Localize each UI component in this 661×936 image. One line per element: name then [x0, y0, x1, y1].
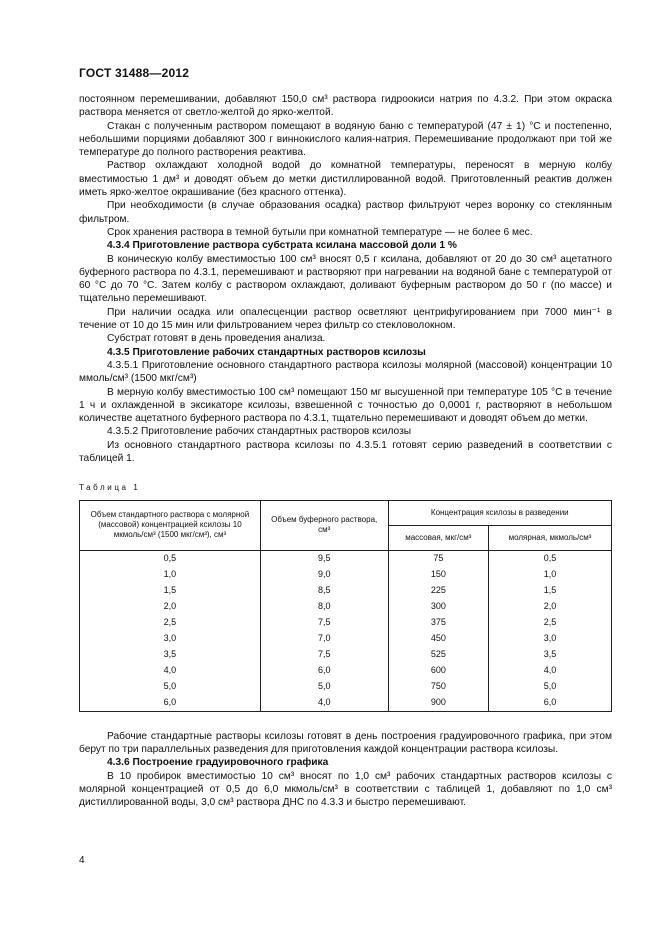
paragraph: При наличии осадка или опалесценции раствор осветляют центрифугированием при 7000 мин⁻¹ в течение от 10 до 15 мин или фильтрованием через фильтр со стекловолокном.: [79, 306, 612, 332]
table-row: [80, 647, 612, 663]
section-heading: 4.3.5 Приготовление рабочих стандартных растворов ксилозы: [107, 346, 426, 358]
table-cell: 7,5: [260, 647, 388, 663]
paragraph: Срок хранения раствора в темной бутыли при комнатной температуре — не более 6 мес.: [107, 226, 533, 238]
page-number: 4: [79, 855, 85, 866]
table-cell: 7,5: [260, 615, 388, 631]
paragraphs-top: [79, 93, 612, 465]
paragraph: В 10 пробирок вместимостью 10 см³ вносят по 1,0 см³ рабочих стандартных растворов ксилозы с молярной концентрацией от 0,5 до 6,0 мкмоль/см³ в соответствии с таблицей 1, добавляют по 1,0 см³ дистиллированной воды, 3,0 см³ раствора ДНС по 4.3.3 и быстро перемешивают.: [79, 770, 612, 809]
table-cell: 375: [388, 615, 489, 631]
paragraph: При необходимости (в случае образования осадка) раствор фильтруют через воронку со стеклянным фильтром.: [79, 200, 612, 225]
table-caption: Таблица 1: [79, 483, 141, 493]
table-cell: 600: [388, 663, 489, 679]
table-cell: 5,0: [489, 679, 612, 695]
table-cell: 1,5: [80, 583, 261, 599]
section-heading: 4.3.6 Построение градуировочного графика: [107, 757, 329, 769]
paragraph: 4.3.5.1 Приготовление основного стандартного раствора ксилозы молярной (массовой) концентрации 10 ммоль/см³ (1500 мкг/см³): [79, 359, 612, 385]
table-cell: 1,0: [80, 567, 261, 583]
table-cell: 9,0: [260, 567, 388, 583]
table-body: [80, 550, 612, 711]
table-cell: 0,5: [489, 550, 612, 567]
col-standard-volume-header: Объем стандартного раствора с молярной (массовой) концентрацией ксилозы 10 мкмоль/см³ (1500 мкг/см³), см³: [80, 500, 261, 550]
col-mass-concentration-header: массовая, мкг/см³: [388, 525, 489, 550]
table-row: [80, 679, 612, 695]
table-row: [80, 615, 612, 631]
table-row: [80, 567, 612, 583]
paragraph: Из основного стандартного раствора ксилозы по 4.3.5.1 готовят серию разведений в соответствии с таблицей 1.: [79, 439, 612, 465]
table-row: [80, 663, 612, 679]
table-cell: 6,0: [260, 663, 388, 679]
table-cell: 750: [388, 679, 489, 695]
table-cell: 4,0: [80, 663, 261, 679]
table-row: [80, 599, 612, 615]
table-cell: 6,0: [489, 695, 612, 712]
table-cell: 1,0: [489, 567, 612, 583]
document-header: ГОСТ 31488—2012: [79, 66, 190, 80]
paragraph: В мерную колбу вместимостью 100 см³ помещают 150 мг высушенной при температуре 105 °С в течение 1 ч и охлажденной в эксикаторе ксилозы, взвешенной с точностью до 0,0001 г, растворяют в небольшом количестве ацетатного буферного раствора по 4.3.1, тщательно перемешивают и доводят объем до метки.: [79, 386, 612, 425]
col-molar-concentration-header: молярная, мкмоль/см³: [489, 525, 612, 550]
section-heading: 4.3.4 Приготовление раствора субстрата ксилана массовой доли 1 %: [107, 240, 457, 252]
table-cell: 75: [388, 550, 489, 567]
paragraph: постоянном перемешивании, добавляют 150,0 см³ раствора гидроокиси натрия по 4.3.2. При этом окраска раствора меняется от светло-желтой до ярко-желтой.: [79, 94, 612, 119]
document-body: [79, 93, 612, 809]
paragraph: В коническую колбу вместимостью 100 см³ вносят 0,5 г ксилана, добавляют от 20 до 30 см³ ацетатного буферного раствора по 4.3.1, перемешивают и растворяют при нагревании на водяной бане с температурой от 60 °С до 70 °С. Затем колбу с раствором охлаждают, доливают буферным раствором до 50 г (по массе) и тщательно перемешивают.: [79, 253, 612, 305]
table-cell: 8,0: [260, 599, 388, 615]
paragraph: Рабочие стандартные растворы ксилозы готовят в день построения градуировочного графика, при этом берут по три параллельных разведения для приготовления каждой концентрации раствора ксилозы.: [79, 730, 612, 755]
table-cell: 3,0: [489, 631, 612, 647]
table-cell: 150: [388, 567, 489, 583]
col-buffer-volume-header: Объем буферного раствора, см³: [260, 500, 388, 550]
table-cell: 2,5: [80, 615, 261, 631]
paragraph: 4.3.5.2 Приготовление рабочих стандартных растворов ксилозы: [107, 426, 412, 438]
xylose-dilution-table: [79, 500, 612, 712]
table-cell: 5,0: [260, 679, 388, 695]
table-cell: 2,5: [489, 615, 612, 631]
table-cell: 9,5: [260, 550, 388, 567]
table-cell: 5,0: [80, 679, 261, 695]
table-cell: 4,0: [489, 663, 612, 679]
table-cell: 300: [388, 599, 489, 615]
table-cell: 7,0: [260, 631, 388, 647]
table-cell: 225: [388, 583, 489, 599]
paragraph: Стакан с полученным раствором помещают в водяную баню с температурой (47 ± 1) °С и постепенно, небольшими порциями добавляют 300 г виннокислого калия-натрия. Перемешивание продолжают при той же температуре до полного растворения реактива.: [79, 120, 612, 159]
table-cell: 4,0: [260, 695, 388, 712]
table-cell: 450: [388, 631, 489, 647]
table-cell: 525: [388, 647, 489, 663]
table-cell: 8,5: [260, 583, 388, 599]
table-row: [80, 583, 612, 599]
paragraphs-bottom: [79, 730, 612, 810]
table-cell: 3,5: [489, 647, 612, 663]
table-cell: 2,0: [80, 599, 261, 615]
paragraph: Субстрат готовят в день проведения анализа.: [107, 333, 326, 345]
concentration-group-header: Концентрация ксилозы в разведении: [388, 500, 611, 525]
table-cell: 3,5: [80, 647, 261, 663]
table-cell: 1,5: [489, 583, 612, 599]
table-cell: 3,0: [80, 631, 261, 647]
table-row: [80, 550, 612, 567]
table-cell: 6,0: [80, 695, 261, 712]
table-cell: 2,0: [489, 599, 612, 615]
table-cell: 900: [388, 695, 489, 712]
paragraph: Раствор охлаждают холодной водой до комнатной температуры, переносят в мерную колбу вместимостью 1 дм³ и доводят объем до метки дистиллированной водой. Приготовленный реактив должен иметь ярко-желтое окрашивание (без красного оттенка).: [79, 160, 612, 199]
table-row: [80, 631, 612, 647]
table-row: [80, 695, 612, 712]
table-cell: 0,5: [80, 550, 261, 567]
